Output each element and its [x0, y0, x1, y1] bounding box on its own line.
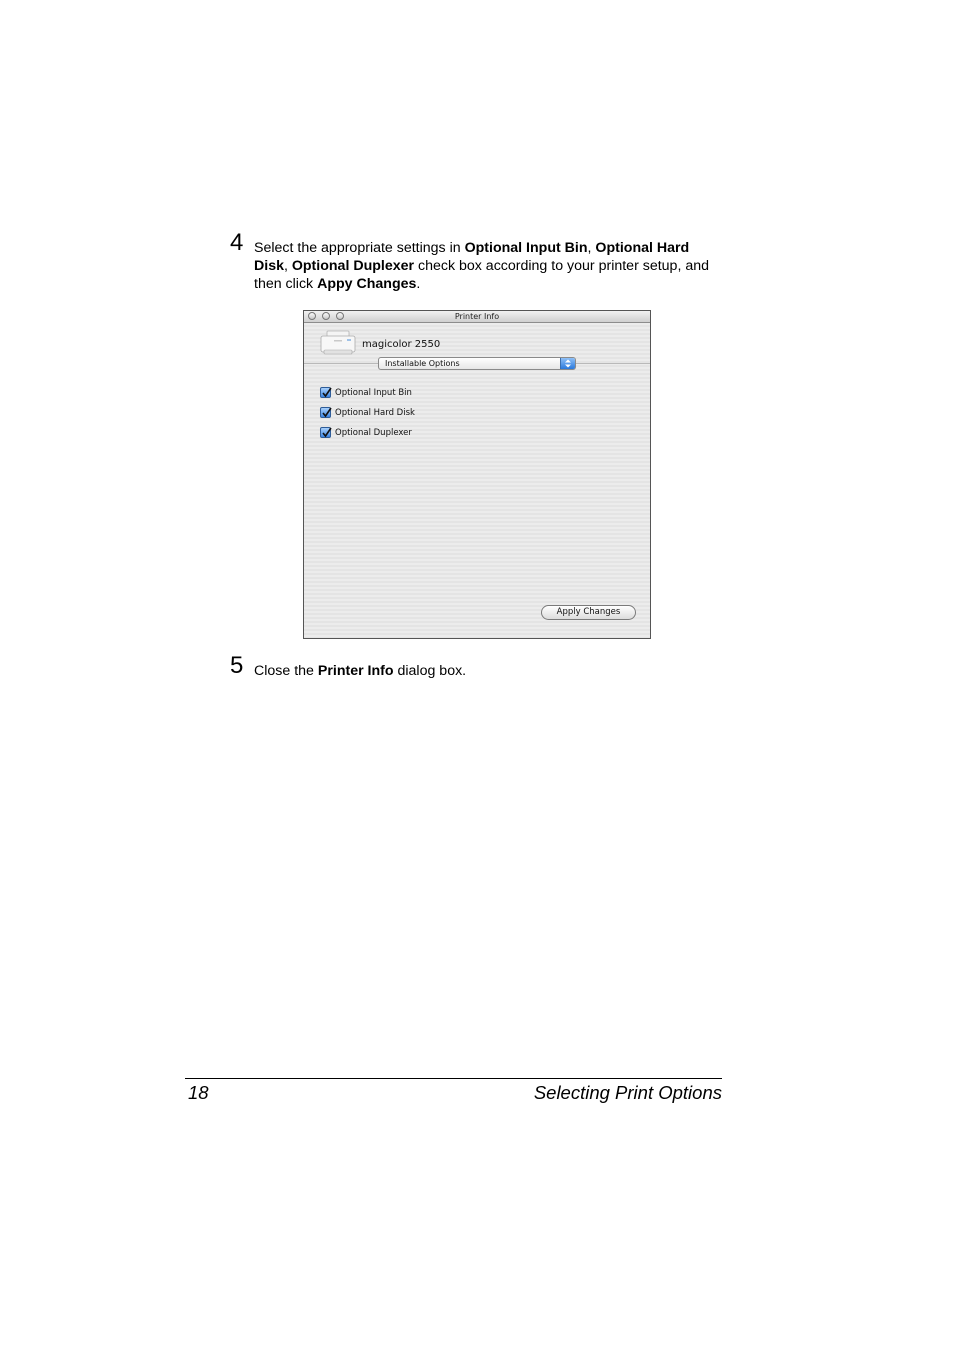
popup-selected-value: Installable Options: [385, 359, 460, 368]
step-instruction: [254, 239, 724, 293]
step-instruction: [254, 662, 724, 680]
checkbox-checked-icon[interactable]: [320, 427, 331, 438]
text: ,: [587, 240, 596, 256]
text: .: [416, 276, 421, 292]
step-number: 4: [230, 229, 244, 256]
page-number: 18: [188, 1082, 209, 1103]
bold-text: Appy Changes: [317, 276, 417, 292]
printer-info-dialog: [303, 310, 651, 639]
text: dialog box.: [393, 663, 467, 679]
checkbox-label: Optional Hard Disk: [335, 408, 415, 418]
checkbox-label: Optional Duplexer: [335, 428, 412, 438]
title-bar[interactable]: [304, 311, 650, 323]
text: Select the appropriate settings in: [254, 240, 465, 256]
window-title: Printer Info: [454, 312, 500, 321]
checkbox-checked-icon[interactable]: [320, 407, 331, 418]
updown-arrows-icon: [560, 358, 575, 369]
checkbox-checked-icon[interactable]: [320, 387, 331, 398]
text: ,: [283, 258, 292, 274]
bold-text: Optional Input Bin: [464, 240, 588, 256]
bold-text: Printer Info: [317, 663, 394, 679]
bold-text: Optional Duplexer: [291, 258, 415, 274]
checkbox-label: Optional Input Bin: [335, 388, 412, 398]
apply-changes-button[interactable]: Apply Changes: [541, 605, 636, 620]
info-category-popup[interactable]: [378, 357, 576, 370]
printer-model-name: magicolor 2550: [362, 339, 441, 350]
footer-divider: [185, 1078, 722, 1079]
text: Close the: [254, 663, 318, 679]
bold-text: Optional Hard Disk: [254, 240, 690, 274]
step-number: 5: [230, 652, 244, 679]
printer-icon: [320, 330, 356, 356]
section-title: Selecting Print Options: [533, 1082, 722, 1103]
text: check box according to your printer setup, and then click: [254, 258, 709, 292]
